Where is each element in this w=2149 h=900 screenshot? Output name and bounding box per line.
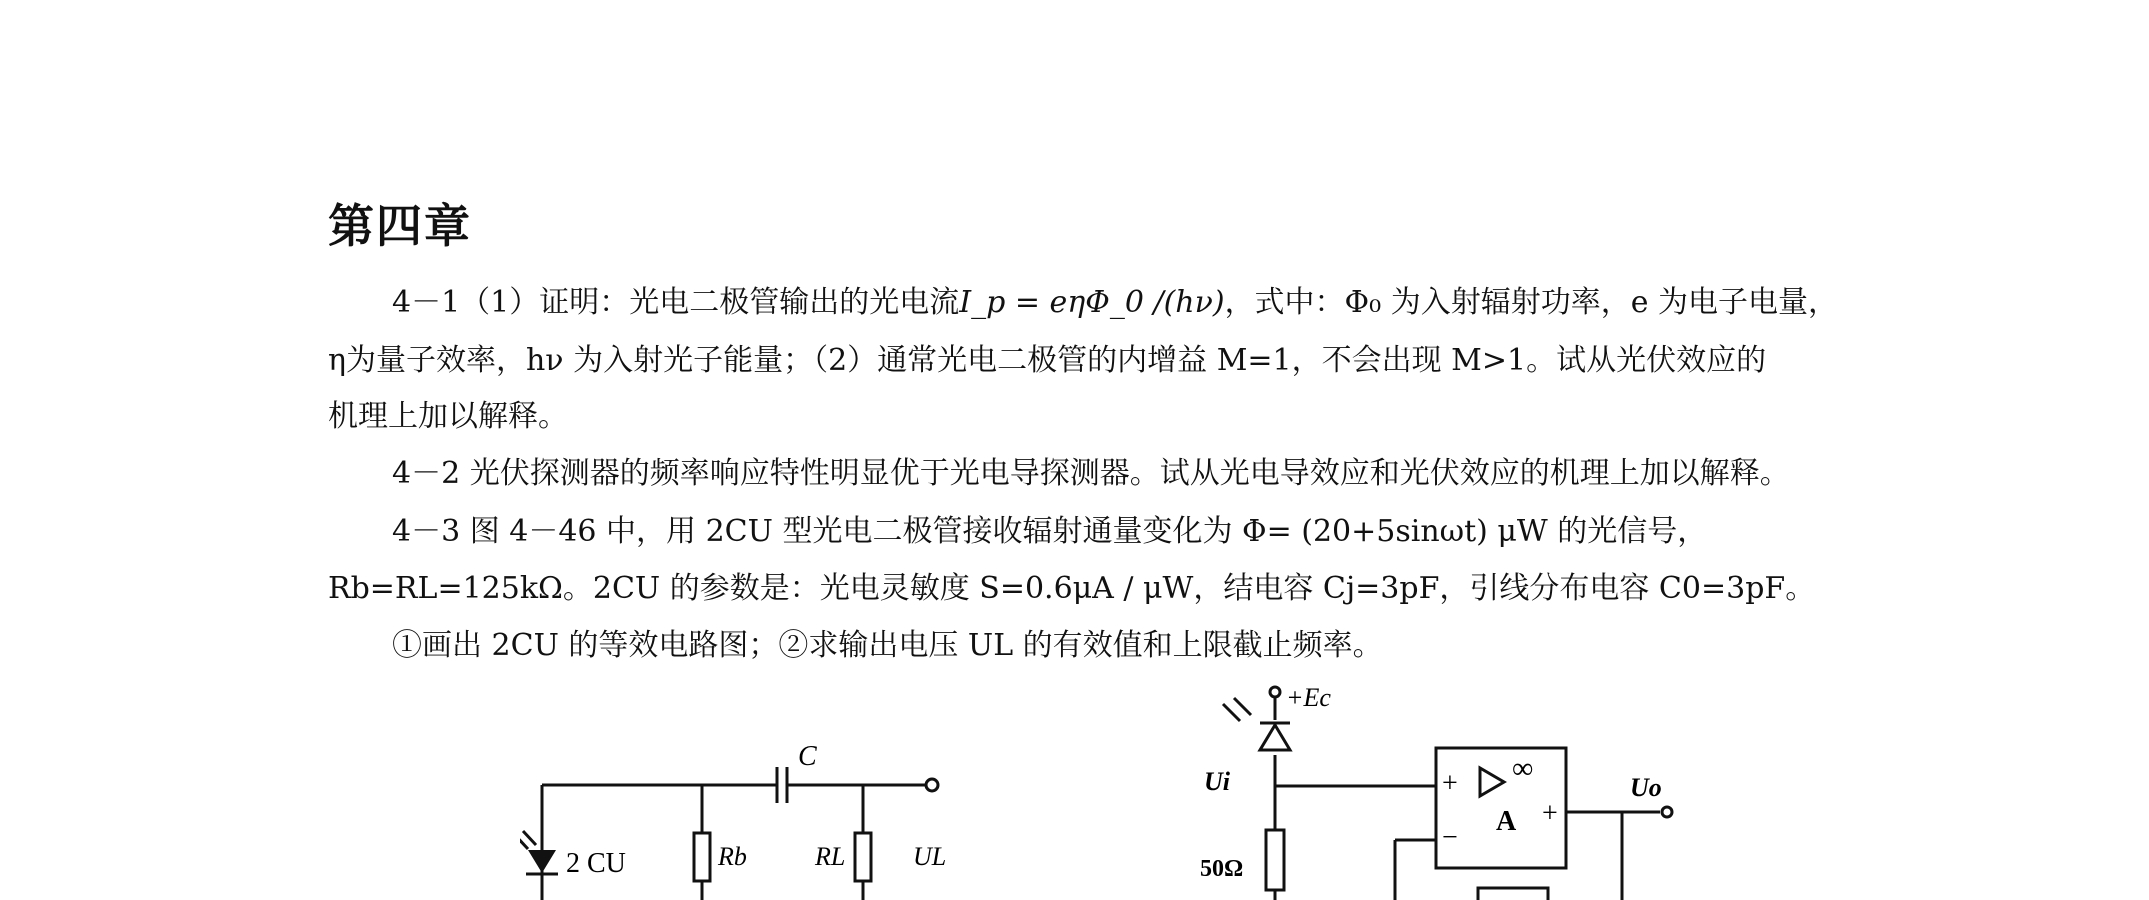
problem-4-2: 4－2 光伏探测器的频率响应特性明显优于光电导探测器。试从光电导效应和光伏效应的机理上加以解释。 — [392, 456, 1790, 491]
problem-4-3-line-1: 4－3 图 4－46 中，用 2CU 型光电二极管接收辐射通量变化为 Φ= (20+5sinωt) μW 的光信号， — [392, 514, 1708, 549]
uo-label: Uo — [1630, 773, 1662, 802]
problem-4-1-line-3: 机理上加以解释。 — [328, 399, 568, 434]
problem-4-3-line-3: ①画出 2CU 的等效电路图；②求输出电压 UL 的有效值和上限截止频率。 — [392, 628, 1383, 663]
amp-label: A — [1496, 806, 1517, 837]
diode-label: 2 CU — [566, 848, 626, 879]
resistor-50-label: 50Ω — [1200, 856, 1244, 882]
photocurrent-formula: I_p = eηΦ_0 /(hν) — [959, 285, 1225, 320]
problem-4-1-text-a: 4－1（1）证明：光电二极管输出的光电流 — [392, 285, 960, 320]
figure-2cu-circuit — [520, 735, 960, 900]
amp-infinity: ∞ — [1512, 752, 1534, 785]
ec-label: +Ec — [1286, 683, 1331, 712]
amp-plus-input: + — [1442, 768, 1458, 799]
problem-4-1-line-1 — [392, 284, 1838, 322]
amp-plus-output: + — [1542, 798, 1558, 829]
rl-label: RL — [815, 842, 846, 871]
ui-label: Ui — [1204, 767, 1230, 796]
amp-minus-input: − — [1442, 822, 1458, 853]
figure-amplifier-circuit — [1190, 680, 1710, 900]
chapter-title: 第四章 — [328, 199, 472, 253]
photodiode-icon — [1260, 725, 1290, 750]
problem-4-3-line-2: Rb=RL=125kΩ。2CU 的参数是：光电灵敏度 S=0.6μA / μW，结电容 Cj=3pF，引线分布电容 C0=3pF。 — [328, 571, 1816, 606]
photodiode-icon — [528, 850, 556, 873]
rb-label: Rb — [718, 842, 747, 871]
problem-4-1-line-2: η为量子效率，hν 为入射光子能量；（2）通常光电二极管的内增益 M=1，不会出现 M>1。试从光伏效应的 — [328, 343, 1767, 378]
problem-4-1-text-b: ，式中：Φ₀ 为入射辐射功率，e 为电子电量， — [1224, 285, 1839, 320]
ul-label: UL — [913, 842, 947, 871]
capacitor-label: C — [798, 741, 817, 772]
